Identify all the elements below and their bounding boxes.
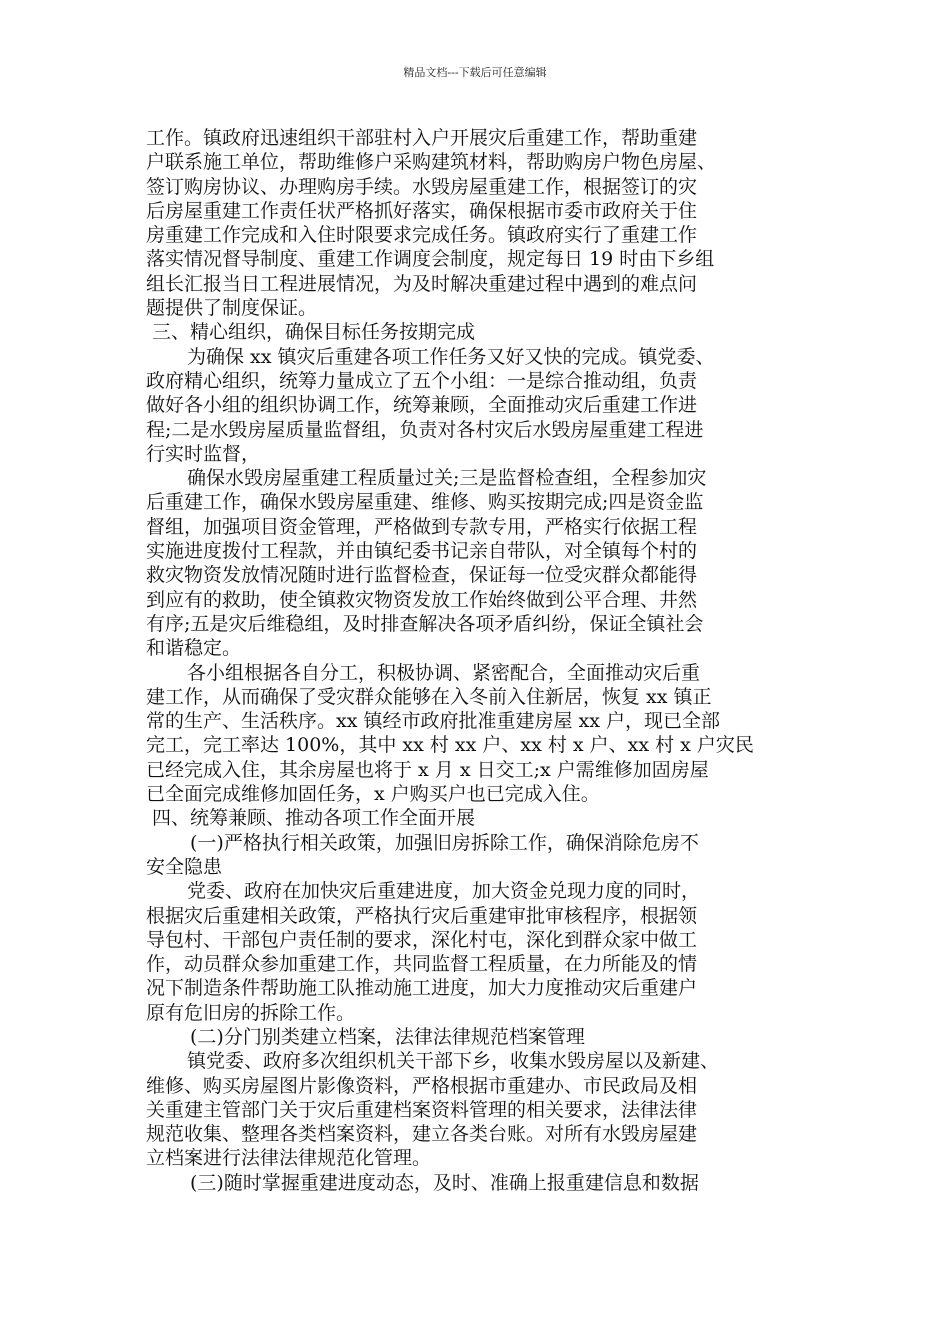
paragraph-start-line: 镇党委、政府多次组织机关干部下乡，收集水毁房屋以及新建、 — [187, 1050, 720, 1073]
subsection-heading: (一)严格执行相关政策，加强旧房拆除工作，确保消除危房不 — [190, 831, 699, 854]
text-line: 规范收集、整理各类档案资料，建立各类台账。对所有水毁房屋建 — [146, 1123, 698, 1146]
text-line: 立档案进行法律法律规范化管理。 — [146, 1147, 432, 1170]
subsection-heading: (三)随时掌握重建进度动态，及时、准确上报重建信息和数据 — [190, 1171, 699, 1194]
text-line: 有序;五是灾后维稳组，及时排查解决各项矛盾纠纷，保证全镇社会 — [146, 612, 704, 635]
text-line: 根据灾后重建相关政策，严格执行灾后重建审批审核程序，根据领 — [146, 904, 698, 927]
text-line: 工作。镇政府迅速组织干部驻村入户开展灾后重建工作，帮助重建 — [146, 127, 698, 149]
text-line: 完工，完工率达 100%，其中 xx 村 xx 户、xx 村 x 户、xx 村 x 户灾民 — [146, 734, 754, 757]
text-line: 已经完成入住，其余房屋也将于 x 月 x 日交工;x 户需维修加固房屋 — [146, 758, 709, 781]
text-line: 导包村、干部包户责任制的要求，深化村屯，深化到群众家中做工 — [146, 928, 698, 951]
paragraph-start-line: 为确保 xx 镇灾后重建各项工作任务又好又快的完成。镇党委、 — [187, 345, 715, 368]
text-line: 安全隐患 — [146, 855, 223, 878]
text-line: 程;二是水毁房屋质量监督组，负责对各村灾后水毁房屋重建工程进 — [146, 418, 704, 441]
text-line: 作，动员群众参加重建工作，共同监督工程质量，在力所能及的情 — [146, 953, 698, 976]
text-line: 做好各小组的组织协调工作，统筹兼顾，全面推动灾后重建工作进 — [146, 394, 698, 417]
paragraph-start-line: 党委、政府在加快灾后重建进度，加大资金兑现力度的同时， — [187, 880, 701, 903]
page-header: 精品文档---下载后可任意编辑 — [403, 66, 547, 79]
text-line: 题提供了制度保证。 — [146, 297, 318, 320]
text-line: 签订购房协议、办理购房手续。水毁房屋重建工作，根据签订的灾 — [146, 175, 698, 198]
text-line: 户联系施工单位，帮助维修户采购建筑材料，帮助购房户物色房屋、 — [146, 151, 717, 174]
text-line: 况下制造条件帮助施工队推动施工进度，加大力度推动灾后重建户 — [146, 977, 698, 1000]
text-line: 后重建工作，确保水毁房屋重建、维修、购买按期完成;四是资金监 — [146, 491, 704, 514]
text-line: 维修、购买房屋图片影像资料，严格根据市重建办、市民政局及相 — [146, 1074, 698, 1097]
paragraph-start-line: 确保水毁房屋重建工程质量过关;三是监督检查组，全程参加灾 — [187, 467, 707, 490]
text-line: 救灾物资发放情况随时进行监督检查，保证每一位受灾群众都能得 — [146, 564, 698, 587]
text-line: 常的生产、生活秩序。xx 镇经市政府批准重建房屋 xx 户，现已全部 — [146, 710, 720, 733]
text-line: 和谐稳定。 — [146, 637, 242, 660]
text-line: 关重建主管部门关于灾后重建档案资料管理的相关要求，法律法律 — [146, 1098, 698, 1121]
text-line: 原有危旧房的拆除工作。 — [146, 1001, 356, 1024]
text-line: 督组，加强项目资金管理，严格做到专款专用，严格实行依据工程 — [146, 515, 698, 538]
text-line: 建工作，从而确保了受灾群众能够在入冬前入住新居，恢复 xx 镇正 — [146, 685, 712, 708]
text-line: 落实情况督导制度、重建工作调度会制度，规定每日 19 时由下乡组 — [146, 248, 715, 271]
paragraph-start-line: 各小组根据各自分工，积极协调、紧密配合，全面推动灾后重 — [187, 661, 701, 684]
text-line: 组长汇报当日工程进展情况，为及时解决重建过程中遇到的难点问 — [146, 272, 698, 295]
text-line: 后房屋重建工作责任状严格抓好落实，确保根据市委市政府关于住 — [146, 199, 698, 222]
text-line: 行实时监督， — [146, 442, 261, 465]
document-body — [146, 126, 806, 1195]
text-line: 到应有的救助，使全镇救灾物资发放工作始终做到公平合理、井然 — [146, 588, 698, 611]
section-heading: 三、精心组织，确保目标任务按期完成 — [152, 321, 476, 344]
subsection-heading: (二)分门别类建立档案，法律法律规范档案管理 — [190, 1025, 585, 1048]
text-line: 政府精心组织，统筹力量成立了五个小组：一是综合推动组，负责 — [146, 369, 698, 392]
section-heading: 四、统筹兼顾、推动各项工作全面开展 — [152, 807, 476, 830]
text-line: 房重建工作完成和入住时限要求完成任务。镇政府实行了重建工作 — [146, 224, 698, 247]
text-line: 实施进度拨付工程款，并由镇纪委书记亲自带队，对全镇每个村的 — [146, 540, 698, 563]
text-line: 已全面完成维修加固任务，x 户购买户也已完成入住。 — [146, 783, 600, 806]
